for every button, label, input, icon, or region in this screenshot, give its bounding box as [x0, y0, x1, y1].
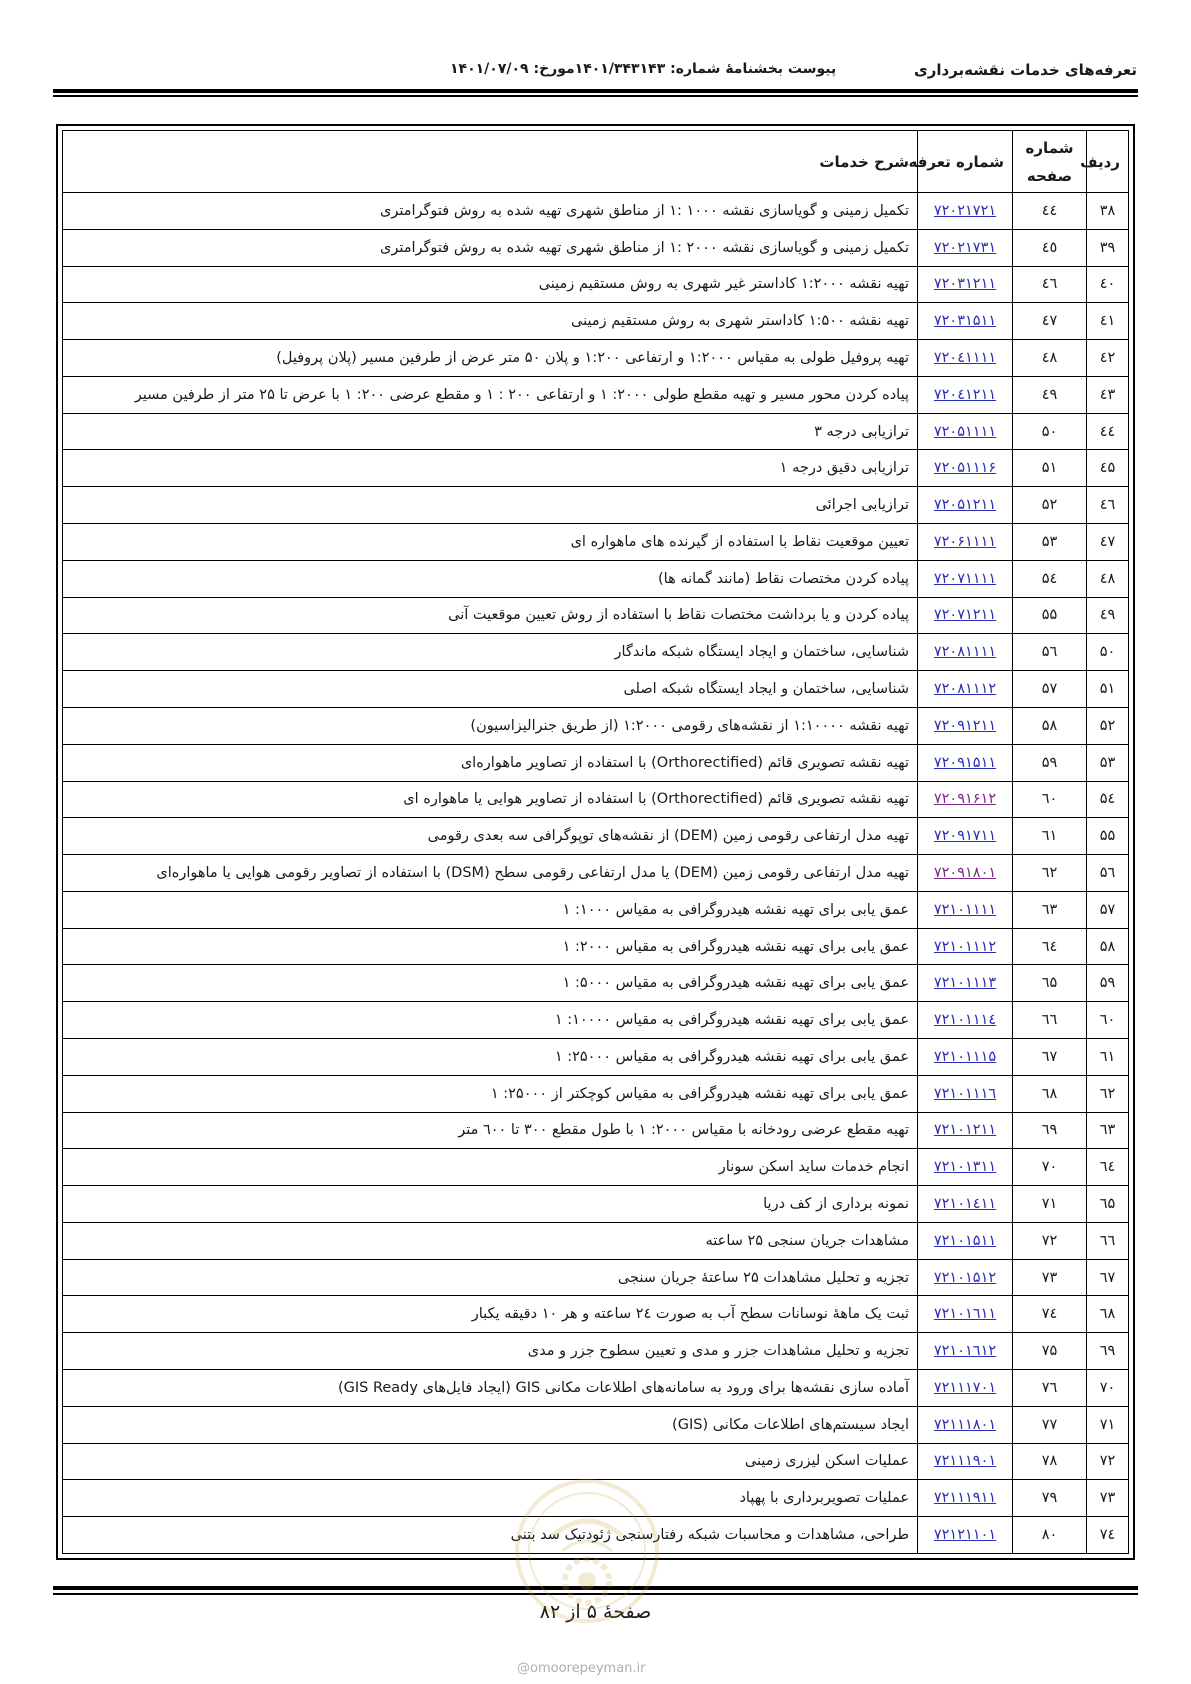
row-number-cell: ٦۸ [1087, 1296, 1129, 1333]
row-number-cell: ۷۳ [1087, 1480, 1129, 1517]
tariff-code-link[interactable]: ۷۲۱۱۱۷۰۱ [918, 1370, 1013, 1407]
table-row [63, 229, 1129, 266]
service-description-cell: تهیه نقشه ۱:۵۰۰ کاداستر شهری به روش مستقیم زمینی [63, 303, 918, 340]
tariff-code-link[interactable]: ۷۲۱۱۱۹۱۱ [918, 1480, 1013, 1517]
service-description-cell: مشاهدات جریان سنجی ۲۵ ساعته [63, 1222, 918, 1259]
page-number-cell: ٤٥ [1013, 229, 1087, 266]
row-number-cell: ٤٦ [1087, 487, 1129, 524]
page-number-cell: ۵٤ [1013, 560, 1087, 597]
row-number-cell: ۷۰ [1087, 1370, 1129, 1407]
row-number-cell: ۵۲ [1087, 707, 1129, 744]
service-description-cell: تجزیه و تحلیل مشاهدات ۲۵ ساعتهٔ جریان سنجی [63, 1259, 918, 1296]
header-service-description: شرح خدمات [63, 131, 918, 193]
table-row [63, 1443, 1129, 1480]
page-number-cell: ۸۰ [1013, 1517, 1087, 1554]
row-number-cell: ٤۷ [1087, 524, 1129, 561]
service-description-cell: تهیه مقطع عرضی رودخانه با مقیاس ۲۰۰۰: ۱ با طول مقطع ۳۰۰ تا ٦۰۰ متر [63, 1112, 918, 1149]
page-number-cell: ٦۱ [1013, 818, 1087, 855]
tariff-code-link[interactable]: ۷۲۱۰۱۱۱٦ [918, 1075, 1013, 1112]
tariff-code-link[interactable]: ۷۲۰۲۱۷۳۱ [918, 229, 1013, 266]
row-number-cell: ٦٤ [1087, 1149, 1129, 1186]
row-number-cell: ٤۳ [1087, 376, 1129, 413]
row-number-cell: ۵٦ [1087, 855, 1129, 892]
row-number-cell: ٤۲ [1087, 340, 1129, 377]
service-description-cell: پیاده کردن مختصات نقاط (مانند گمانه ها) [63, 560, 918, 597]
service-description-cell: شناسایی، ساختمان و ایجاد ایستگاه شبکه اصلی [63, 671, 918, 708]
row-number-cell: ٦۱ [1087, 1038, 1129, 1075]
table-row [63, 193, 1129, 230]
service-description-cell: عملیات تصویربرداری با پهپاد [63, 1480, 918, 1517]
row-number-cell: ۷۲ [1087, 1443, 1129, 1480]
page-number-cell: ٤۸ [1013, 340, 1087, 377]
service-description-cell: انجام خدمات ساید اسکن سونار [63, 1149, 918, 1186]
row-number-cell: ۷۱ [1087, 1406, 1129, 1443]
page-number-cell: ۷۲ [1013, 1222, 1087, 1259]
service-description-cell: تکمیل زمینی و گویاسازی نقشه ۱۰۰۰ :۱ از مناطق شهری تهیه شده به روش فتوگرامتری [63, 193, 918, 230]
service-description-cell: تهیه مدل ارتفاعی رقومی زمین (DEM) یا مدل ارتفاعی رقومی سطح (DSM) با استفاده از تصاویر رقومی هوایی یا ماهواره‌ای [63, 855, 918, 892]
page-number: صفحهٔ ۵ از ۸۲ [539, 1601, 652, 1623]
service-description-cell: آماده سازی نقشه‌ها برای ورود به سامانه‌های اطلاعات مکانی GIS (ایجاد فایل‌های GIS Ready) [63, 1370, 918, 1407]
table-row [63, 1149, 1129, 1186]
tariff-code-link[interactable]: ۷۲۱۰۱۵۱۱ [918, 1222, 1013, 1259]
page-number-cell: ۵۵ [1013, 597, 1087, 634]
watermark-handle: @omoorepeyman.ir [517, 1661, 646, 1676]
tariff-code-link[interactable]: ۷۲۰۹۱۲۱۱ [918, 707, 1013, 744]
service-description-cell: نمونه برداری از کف دریا [63, 1186, 918, 1223]
row-number-cell: ٤۵ [1087, 450, 1129, 487]
page-number-cell: ۷۳ [1013, 1259, 1087, 1296]
header-rule-thin [53, 95, 1138, 97]
table-row [63, 1370, 1129, 1407]
table-row [63, 1112, 1129, 1149]
table-row [63, 707, 1129, 744]
row-number-cell: ۵۷ [1087, 891, 1129, 928]
tariff-code-link[interactable]: ۷۲۰۹۱۵۱۱ [918, 744, 1013, 781]
tariff-code-link[interactable]: ۷۲۰۲۱۷۲۱ [918, 193, 1013, 230]
tariff-code-link[interactable]: ۷۲۱۰۱۳۱۱ [918, 1149, 1013, 1186]
table-row [63, 818, 1129, 855]
service-description-cell: ترازیابی درجه ۳ [63, 413, 918, 450]
table-header-row [63, 131, 1129, 193]
table-row [63, 1333, 1129, 1370]
service-description-cell: تهیه نقشه تصویری قائم (Orthorectified) با استفاده از تصاویر ماهواره‌ای [63, 744, 918, 781]
page-number-cell: ۵۳ [1013, 524, 1087, 561]
table-row [63, 1075, 1129, 1112]
table-row [63, 1186, 1129, 1223]
tariff-code-link[interactable]: ۷۲۱۰۱٦۱۲ [918, 1333, 1013, 1370]
page-number-cell: ٦٤ [1013, 928, 1087, 965]
row-number-cell: ٦۵ [1087, 1186, 1129, 1223]
header-tariff-code: شماره تعرفه [918, 131, 1013, 193]
page-number-cell: ٦۵ [1013, 965, 1087, 1002]
tariff-code-link[interactable]: ۷۲۱۰۱۱۱٤ [918, 1002, 1013, 1039]
service-description-cell: ثبت یک ماههٔ نوسانات سطح آب به صورت ۲٤ ساعته و هر ۱۰ دقیقه یکبار [63, 1296, 918, 1333]
row-number-cell: ٤۸ [1087, 560, 1129, 597]
service-description-cell: عمق یابی برای تهیه نقشه هیدروگرافی به مقیاس ۲۵۰۰۰: ۱ [63, 1038, 918, 1075]
service-description-cell: عمق یابی برای تهیه نقشه هیدروگرافی به مقیاس ۱۰۰۰۰: ۱ [63, 1002, 918, 1039]
page-number-cell: ۵۰ [1013, 413, 1087, 450]
service-description-cell: تهیه نقشه ۱:۱۰۰۰۰ از نقشه‌های رقومی ۱:۲۰۰۰ (از طریق جنرالیزاسیون) [63, 707, 918, 744]
page-number-cell: ٤۷ [1013, 303, 1087, 340]
row-number-cell: ٦۹ [1087, 1333, 1129, 1370]
table-row [63, 487, 1129, 524]
service-description-cell: پیاده کردن و یا برداشت مختصات نقاط با استفاده از روش تعیین موقعیت آنی [63, 597, 918, 634]
service-description-cell: ترازیابی اجرائی [63, 487, 918, 524]
table-row [63, 1406, 1129, 1443]
page-number-cell: ٤٦ [1013, 266, 1087, 303]
row-number-cell: ٦۷ [1087, 1259, 1129, 1296]
tariff-code-link[interactable]: ۷۲۱۱۱۸۰۱ [918, 1406, 1013, 1443]
tariff-code-link[interactable]: ۷۲۰٤۱۲۱۱ [918, 376, 1013, 413]
tariff-code-link[interactable]: ۷۲۰۳۱۲۱۱ [918, 266, 1013, 303]
row-number-cell: ۷٤ [1087, 1517, 1129, 1554]
page-number-cell: ۵۸ [1013, 707, 1087, 744]
tariff-code-link[interactable]: ۷۲۰۵۱۱۱۶ [918, 450, 1013, 487]
service-description-cell: عمق یابی برای تهیه نقشه هیدروگرافی به مقیاس ۲۰۰۰: ۱ [63, 928, 918, 965]
tariff-code-link[interactable]: ۷۲۰۸۱۱۱۱ [918, 634, 1013, 671]
table-row [63, 965, 1129, 1002]
tariff-code-link[interactable]: ۷۲۱۰۱۱۱۳ [918, 965, 1013, 1002]
row-number-cell: ٤٤ [1087, 413, 1129, 450]
row-number-cell: ۵٤ [1087, 781, 1129, 818]
tariff-code-link[interactable]: ۷۲۰۶۱۱۱۱ [918, 524, 1013, 561]
service-description-cell: عملیات اسکن لیزری زمینی [63, 1443, 918, 1480]
tariff-code-link[interactable]: ۷۲۱۰۱۱۱۱ [918, 891, 1013, 928]
table-row [63, 560, 1129, 597]
page-number-cell: ٤٤ [1013, 193, 1087, 230]
page-number-cell: ۷٤ [1013, 1296, 1087, 1333]
row-number-cell: ٤۹ [1087, 597, 1129, 634]
table-row [63, 376, 1129, 413]
table-row [63, 303, 1129, 340]
service-description-cell: تجزیه و تحلیل مشاهدات جزر و مدی و تعیین سطوح جزر و مدی [63, 1333, 918, 1370]
tariff-code-link[interactable]: ۷۲۱۰۱٦۱۱ [918, 1296, 1013, 1333]
tariff-code-link[interactable]: ۷۲۰۳۱۵۱۱ [918, 303, 1013, 340]
table-row [63, 524, 1129, 561]
tariff-code-link[interactable]: ۷۲۰۹۱۸۰۱ [918, 855, 1013, 892]
tariff-table-frame [56, 124, 1135, 1560]
page-number-cell: ٦۰ [1013, 781, 1087, 818]
page-number-cell: ۷٦ [1013, 1370, 1087, 1407]
page-number-cell: ۵۷ [1013, 671, 1087, 708]
table-row [63, 1259, 1129, 1296]
page-number-cell: ٤۹ [1013, 376, 1087, 413]
table-row [63, 1038, 1129, 1075]
table-row [63, 597, 1129, 634]
table-row [63, 450, 1129, 487]
page-number-cell: ۷۸ [1013, 1443, 1087, 1480]
row-number-cell: ۵۹ [1087, 965, 1129, 1002]
row-number-cell: ۵۰ [1087, 634, 1129, 671]
service-description-cell: ترازیابی دقیق درجه ۱ [63, 450, 918, 487]
table-row [63, 928, 1129, 965]
tariff-code-link[interactable]: ۷۲۰۹۱۶۱۲ [918, 781, 1013, 818]
tariff-table [62, 130, 1129, 1554]
table-row [63, 1296, 1129, 1333]
page-number-cell: ٦۸ [1013, 1075, 1087, 1112]
table-row [63, 671, 1129, 708]
tariff-code-link[interactable]: ۷۲۰۸۱۱۱۲ [918, 671, 1013, 708]
service-description-cell: تهیه پروفیل طولی به مقیاس ۱:۲۰۰۰ و ارتفاعی ۱:۲۰۰ و پلان ۵۰ متر عرض از طرفین مسیر (پلان پروفیل) [63, 340, 918, 377]
page-number-cell: ۵٦ [1013, 634, 1087, 671]
service-description-cell: تعیین موقعیت نقاط با استفاده از گیرنده های ماهواره ای [63, 524, 918, 561]
table-body [63, 193, 1129, 1554]
tariff-code-link[interactable]: ۷۲۱۰۱۵۱۲ [918, 1259, 1013, 1296]
tariff-code-link[interactable]: ۷۲۱۲۱۱۰۱ [918, 1517, 1013, 1554]
circular-reference: پیوست بخشنامهٔ شماره: ۱۴۰۱/۳۴۳۱۴۳مورخ: ۱۴۰۱/۰۷/۰۹ [450, 61, 837, 77]
table-row [63, 891, 1129, 928]
header-row-number: ردیف [1087, 131, 1129, 193]
row-number-cell: ۳۸ [1087, 193, 1129, 230]
row-number-cell: ۵۱ [1087, 671, 1129, 708]
page-number-cell: ۵۲ [1013, 487, 1087, 524]
table-row [63, 413, 1129, 450]
tariff-code-link[interactable]: ۷۲۰۵۱۱۱۱ [918, 413, 1013, 450]
page-number-cell: ۷۰ [1013, 1149, 1087, 1186]
service-description-cell: عمق یابی برای تهیه نقشه هیدروگرافی به مقیاس کوچکتر از ۲۵۰۰۰: ۱ [63, 1075, 918, 1112]
tariff-code-link[interactable]: ۷۲۰٤۱۱۱۱ [918, 340, 1013, 377]
tariff-code-link[interactable]: ۷۲۰۵۱۲۱۱ [918, 487, 1013, 524]
page-number-cell: ۵۹ [1013, 744, 1087, 781]
table-row [63, 855, 1129, 892]
service-description-cell: عمق یابی برای تهیه نقشه هیدروگرافی به مقیاس ۵۰۰۰: ۱ [63, 965, 918, 1002]
page-number-cell: ۵۱ [1013, 450, 1087, 487]
service-description-cell: تهیه نقشه تصویری قائم (Orthorectified) با استفاده از تصاویر هوایی یا ماهواره ای [63, 781, 918, 818]
page-number-cell: ٦٦ [1013, 1002, 1087, 1039]
organization-seal-logo [512, 1476, 662, 1626]
service-description-cell: طراحی، مشاهدات و محاسبات شبکه رفتارسنجی ژئودتیک سد بتنی [63, 1517, 918, 1554]
table-row [63, 1002, 1129, 1039]
row-number-cell: ۵۳ [1087, 744, 1129, 781]
page-number-cell: ٦۷ [1013, 1038, 1087, 1075]
service-description-cell: شناسایی، ساختمان و ایجاد ایستگاه شبکه ماندگار [63, 634, 918, 671]
table-row [63, 744, 1129, 781]
table-row [63, 266, 1129, 303]
service-description-cell: عمق یابی برای تهیه نقشه هیدروگرافی به مقیاس ۱۰۰۰: ۱ [63, 891, 918, 928]
page-number-cell: ۷۵ [1013, 1333, 1087, 1370]
page-number-cell: ٦۳ [1013, 891, 1087, 928]
table-row [63, 340, 1129, 377]
tariff-code-link[interactable]: ۷۲۱۰۱۱۱۲ [918, 928, 1013, 965]
row-number-cell: ٦۰ [1087, 1002, 1129, 1039]
service-description-cell: ایجاد سیستم‌های اطلاعات مکانی (GIS) [63, 1406, 918, 1443]
row-number-cell: ٦۲ [1087, 1075, 1129, 1112]
tariff-code-link[interactable]: ۷۲۱۰۱۲۱۱ [918, 1112, 1013, 1149]
page-number-cell: ۷۹ [1013, 1480, 1087, 1517]
row-number-cell: ٦٦ [1087, 1222, 1129, 1259]
tariff-code-link[interactable]: ۷۲۱۰۱٤۱۱ [918, 1186, 1013, 1223]
row-number-cell: ۳۹ [1087, 229, 1129, 266]
tariff-code-link[interactable]: ۷۲۱۰۱۱۱۵ [918, 1038, 1013, 1075]
row-number-cell: ۵۵ [1087, 818, 1129, 855]
tariff-code-link[interactable]: ۷۲۱۱۱۹۰۱ [918, 1443, 1013, 1480]
page-number-cell: ٦۹ [1013, 1112, 1087, 1149]
table-row [63, 634, 1129, 671]
row-number-cell: ٤۰ [1087, 266, 1129, 303]
tariff-code-link[interactable]: ۷۲۰۹۱۷۱۱ [918, 818, 1013, 855]
page-number-cell: ۷۱ [1013, 1186, 1087, 1223]
header-rule-thick [53, 89, 1138, 93]
service-description-cell: پیاده کردن محور مسیر و تهیه مقطع طولی ۲۰۰۰: ۱ و ارتفاعی ۲۰۰ : ۱ و مقطع عرضی ۲۰۰: ۱ با عرض تا ۲۵ متر از طرفین مسیر [63, 376, 918, 413]
tariff-code-link[interactable]: ۷۲۰۷۱۱۱۱ [918, 560, 1013, 597]
document-title: تعرفه‌های خدمات نقشه‌برداری [913, 61, 1137, 79]
table-row [63, 781, 1129, 818]
tariff-code-link[interactable]: ۷۲۰۷۱۲۱۱ [918, 597, 1013, 634]
service-description-cell: تکمیل زمینی و گویاسازی نقشه ۲۰۰۰ :۱ از مناطق شهری تهیه شده به روش فتوگرامتری [63, 229, 918, 266]
service-description-cell: تهیه مدل ارتفاعی رقومی زمین (DEM) از نقشه‌های توپوگرافی سه بعدی رقومی [63, 818, 918, 855]
header-page-number: شماره صفحه [1013, 131, 1087, 193]
row-number-cell: ٦۳ [1087, 1112, 1129, 1149]
row-number-cell: ۵۸ [1087, 928, 1129, 965]
table-row [63, 1222, 1129, 1259]
page-number-cell: ۷۷ [1013, 1406, 1087, 1443]
service-description-cell: تهیه نقشه ۱:۲۰۰۰ کاداستر غیر شهری به روش مستقیم زمینی [63, 266, 918, 303]
row-number-cell: ٤۱ [1087, 303, 1129, 340]
page-number-cell: ٦۲ [1013, 855, 1087, 892]
